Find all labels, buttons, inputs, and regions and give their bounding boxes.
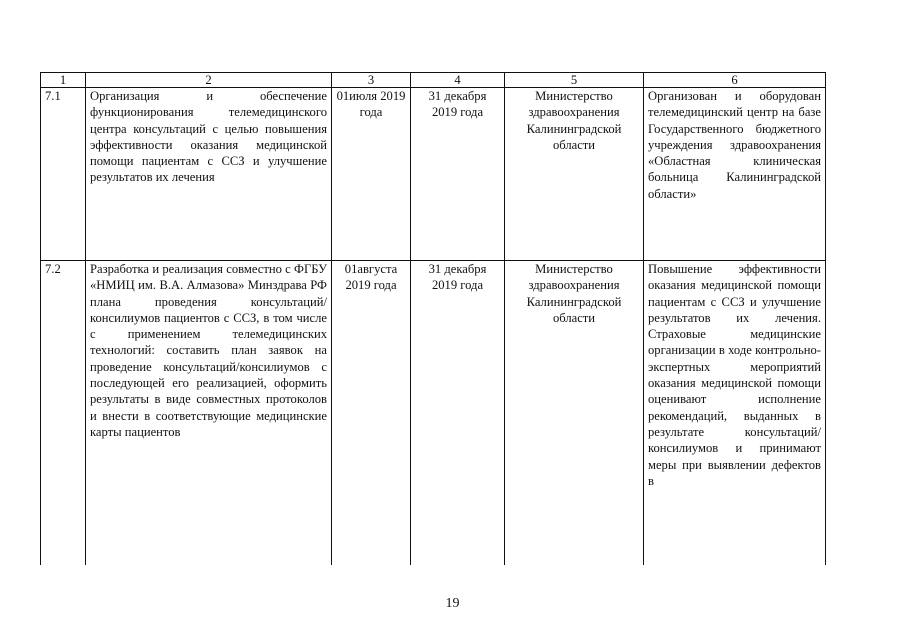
header-col-4: 4: [411, 73, 505, 88]
header-row: [41, 73, 826, 88]
header-col-6: 6: [644, 73, 826, 88]
row-number: 7.1: [41, 88, 86, 261]
responsible-cell: Министерство здравоохранения Калининградской области: [505, 88, 644, 261]
row-number: 7.2: [41, 261, 86, 566]
start-date-cell: 01августа 2019 года: [332, 261, 411, 566]
start-date-cell: 01июля 2019 года: [332, 88, 411, 261]
table-row: [41, 88, 826, 261]
activity-cell: Организация и обеспечение функционирования телемедицинского центра консультаций с целью повышения эффективности оказания медицинской помощи пациентам с ССЗ и улучшение результатов их лечения: [86, 88, 332, 261]
end-date-cell: 31 декабря 2019 года: [411, 261, 505, 566]
result-cell: Организован и оборудован телемедицинский центр на базе Государственного бюджетного учреждения здравоохранения «Областная клиническая больница Калининградской области»: [644, 88, 826, 261]
table-row: [41, 261, 826, 566]
result-cell: Повышение эффективности оказания медицинской помощи пациентам с ССЗ и улучшение результатов их лечения. Страховые медицинские организации в ходе контрольно-экспертных мероприятий оказания медицинской помощи оценивают исполнение рекомендаций, выданных в результате консультаций/консилиумов и принимают меры при выявлении дефектов в: [644, 261, 826, 566]
responsible-cell: Министерство здравоохранения Калининградской области: [505, 261, 644, 566]
end-date-cell: 31 декабря 2019 года: [411, 88, 505, 261]
page-number: 19: [445, 596, 460, 611]
activity-cell: Разработка и реализация совместно с ФГБУ «НМИЦ им. В.А. Алмазова» Минздрава РФ плана проведения консультаций/консилиумов пациентов с ССЗ, в том числе с применением телемедицинских технологий: составить план заявок на проведение консультаций/консилиумов с последующей его реализацией, оформить результаты в виде совместных протоколов и внести в соответствующие медицинские карты пациентов: [86, 261, 332, 566]
header-col-3: 3: [332, 73, 411, 88]
measures-table: [40, 72, 826, 565]
header-col-2: 2: [86, 73, 332, 88]
header-col-1: 1: [41, 73, 86, 88]
header-col-5: 5: [505, 73, 644, 88]
